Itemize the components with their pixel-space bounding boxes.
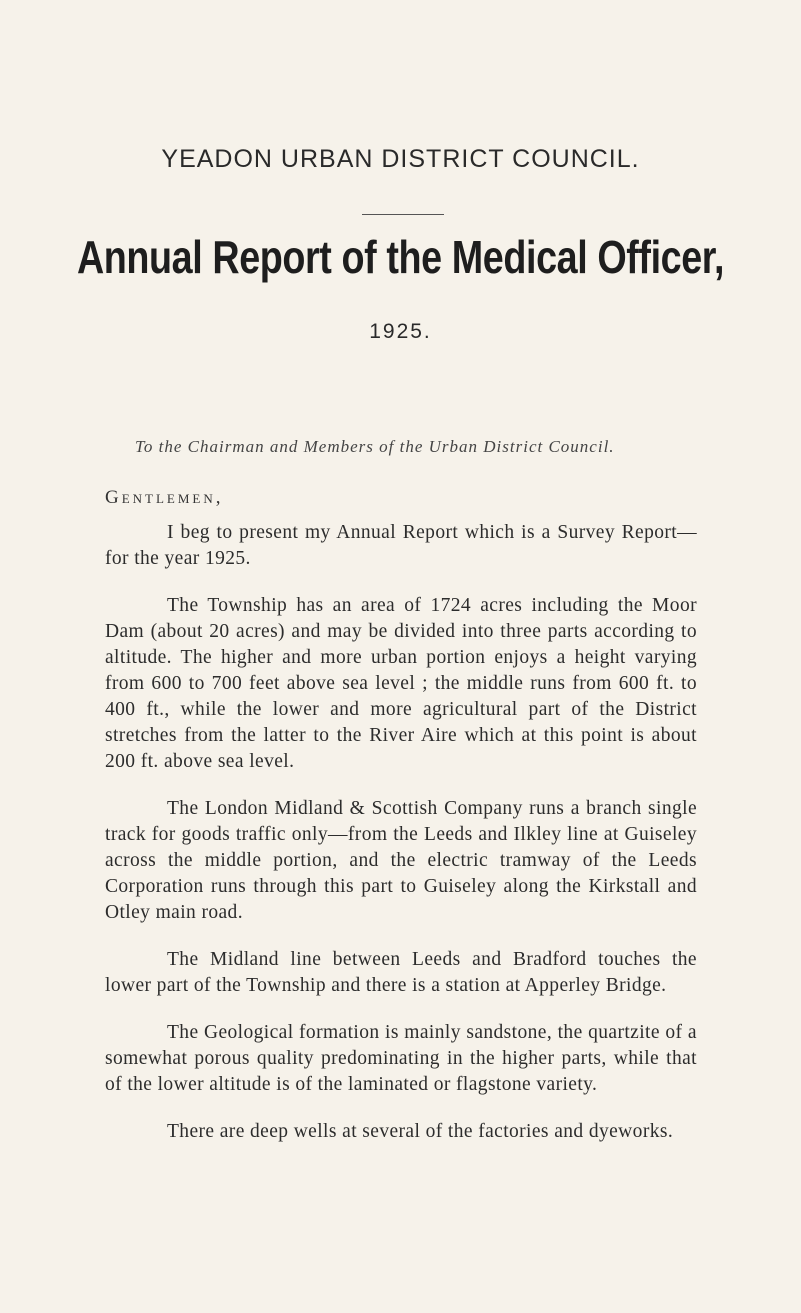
title-divider bbox=[362, 214, 444, 215]
report-title: Annual Report of the Medical Officer, bbox=[76, 231, 725, 283]
report-year: 1925. bbox=[369, 320, 432, 343]
paragraph-township: The Township has an area of 1724 acres including the Moor Dam (about 20 acres) and may be divided into three parts according to altitude. The higher and more urban portion enjoys a height varying from 600 to 700 feet above sea level ; the middle runs from 600 ft. to 400 ft., while the lower and more agricultural part of the District stretches from the latter to the River Aire which at this point is about 200 ft. above sea level. bbox=[105, 595, 697, 772]
paragraph-intro: I beg to present my Annual Report which is a Survey Report—for the year 1925. bbox=[105, 522, 697, 569]
address-line: To the Chairman and Members of the Urban District Council. bbox=[135, 437, 615, 456]
council-name: YEADON URBAN DISTRICT COUNCIL. bbox=[161, 145, 640, 173]
paragraph-midland-line: The Midland line between Leeds and Bradford touches the lower part of the Township and there is a station at Apperley Bridge. bbox=[105, 949, 697, 996]
paragraph-railway: The London Midland & Scottish Company runs a branch single track for goods traffic only—from the Leeds and Ilkley line at Guiseley across the middle portion, and the electric tramway of the Leeds Corporation runs through this part to Guiseley along the Kirkstall and Otley main road. bbox=[105, 798, 697, 923]
paragraph-wells: There are deep wells at several of the factories and dyeworks. bbox=[167, 1121, 674, 1142]
paragraph-geology: The Geological formation is mainly sandstone, the quartzite of a somewhat porous quality predominating in the higher parts, while that of the lower altitude is of the laminated or flagstone variety. bbox=[105, 1022, 697, 1095]
salutation: Gentlemen, bbox=[105, 487, 224, 508]
report-body bbox=[105, 520, 697, 1166]
